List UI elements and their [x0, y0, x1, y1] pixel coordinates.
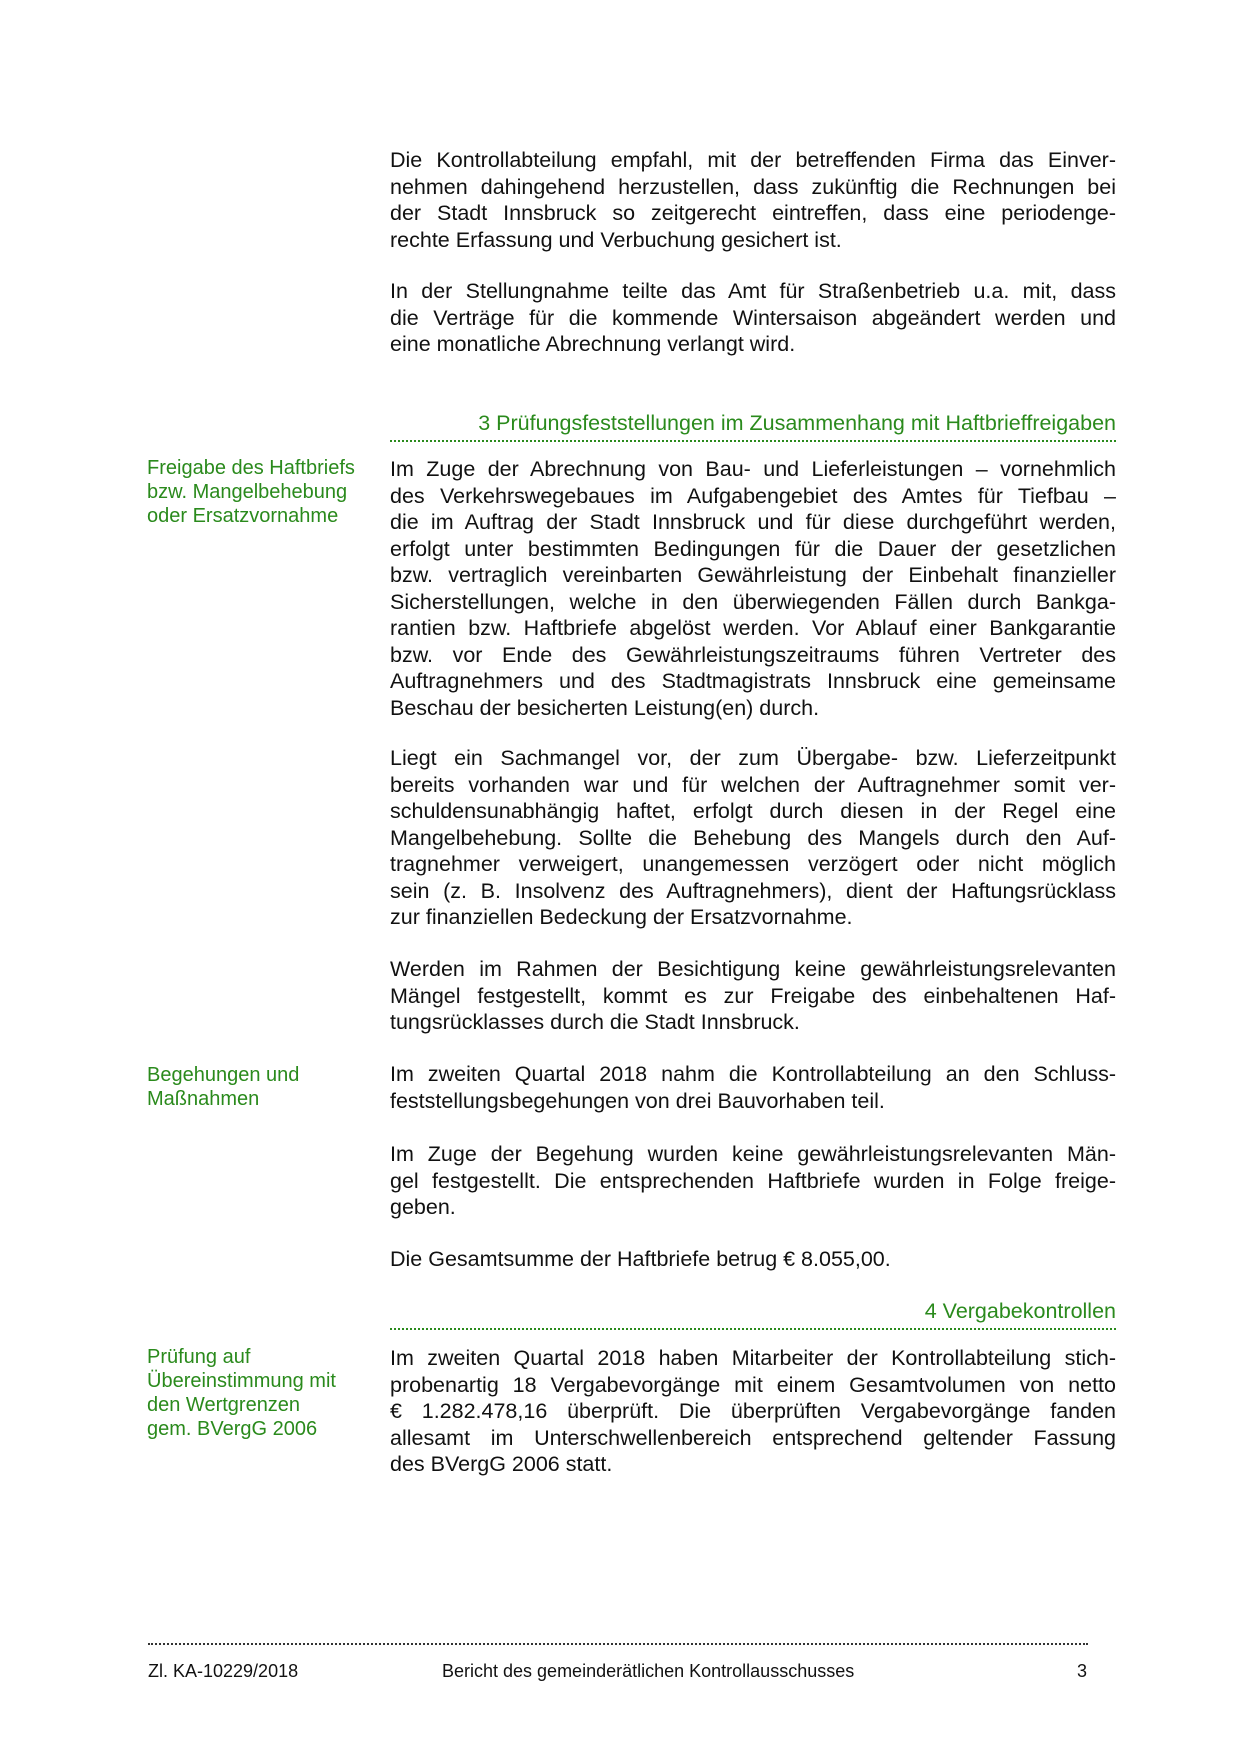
footer-title: Bericht des gemeinderätlichen Kontrollausschusses [442, 1661, 855, 1681]
text-line: Beschau der besicherten Leistung(en) durch. [390, 695, 820, 720]
text-line: Die Kontrollabteilung empfahl, mit der betreffenden Firma das Einver- [390, 148, 1116, 172]
text-line: erfolgt unter bestimmten Bedingungen für die Dauer der gesetzlichen [390, 536, 1116, 561]
text-line: bzw. vertraglich vereinbarten Gewährleistung der Einbehalt finanzieller [390, 563, 1116, 587]
paragraph-settlement [390, 456, 1116, 721]
text-line: Auftragnehmers und des Stadtmagistrats Innsbruck eine gemeinsame [390, 669, 1116, 693]
text-line: bereits vorhanden war und für welchen der Auftragnehmer somit ver- [390, 772, 1116, 797]
sidenote-thresholds [147, 1345, 377, 1441]
text-line: Im zweiten Quartal 2018 haben Mitarbeiter der Kontrollabteilung stich- [390, 1346, 1116, 1370]
paragraph-recommendation [390, 147, 1116, 253]
text-line: der Stadt Innsbruck so zeitgerecht eintreffen, dass eine periodenge- [390, 201, 1116, 225]
sidenote-line: Prüfung auf [147, 1346, 251, 1368]
text-line: feststellungsbegehungen von drei Bauvorhaben teil. [390, 1088, 885, 1113]
sidenote-line: bzw. Mangelbehebung [147, 481, 348, 503]
text-line: die Verträge für die kommende Wintersaison abgeändert werden und [390, 305, 1116, 330]
sidenote-line: Übereinstimmung mit [147, 1370, 336, 1392]
paragraph-defect [390, 745, 1116, 931]
text-line: bzw. vor Ende des Gewährleistungszeitraums führen Vertreter des [390, 642, 1116, 667]
sidenote-line: Begehungen und [147, 1064, 300, 1086]
text-line: Werden im Rahmen der Besichtigung keine gewährleistungsrelevanten [390, 957, 1116, 981]
text-line: die im Auftrag der Stadt Innsbruck und für diese durchgeführt werden, [390, 510, 1116, 534]
text-line: Liegt ein Sachmangel vor, der zum Übergabe- bzw. Lieferzeitpunkt [390, 746, 1116, 770]
paragraph-inspection-result [390, 1141, 1116, 1221]
text-line: eine monatliche Abrechnung verlangt wird. [390, 332, 796, 356]
sidenote-line: den Wertgrenzen [147, 1394, 301, 1416]
text-line: tungsrücklasses durch die Stadt Innsbruck. [390, 1010, 800, 1034]
footer-divider [148, 1643, 1088, 1645]
text-line: zur finanziellen Bedeckung der Ersatzvornahme. [390, 905, 853, 929]
text-line: tragnehmer verweigert, unangemessen verzögert oder nicht möglich [390, 852, 1116, 876]
text-line: sein (z. B. Insolvenz des Auftragnehmers), dient der Haftungsrücklass [390, 878, 1116, 903]
text-line: probenartig 18 Vergabevorgänge mit einem Gesamtvolumen von netto [390, 1372, 1116, 1397]
text-line: nehmen dahingehend herzustellen, dass zukünftig die Rechnungen bei [390, 174, 1116, 199]
page-number: 3 [1077, 1661, 1088, 1681]
text-line: Im zweiten Quartal 2018 nahm die Kontrollabteilung an den Schluss- [390, 1062, 1116, 1086]
text-line: Im Zuge der Abrechnung von Bau- und Lieferleistungen – vornehmlich [390, 457, 1116, 481]
paragraph-statement [390, 278, 1116, 358]
text-line: rechte Erfassung und Verbuchung gesichert ist. [390, 227, 842, 252]
sidenote-haftbrief-release [147, 456, 377, 528]
sidenote-line: Maßnahmen [147, 1088, 260, 1110]
text-line: Die Gesamtsumme der Haftbriefe betrug € 8.055,00. [390, 1247, 891, 1271]
text-line: gel festgestellt. Die entsprechenden Haftbriefe wurden in Folge freige- [390, 1168, 1116, 1193]
footer-reference: Zl. KA-10229/2018 [148, 1661, 299, 1681]
text-line: des BVergG 2006 statt. [390, 1452, 613, 1476]
paragraph-q2-inspections [390, 1061, 1116, 1114]
text-line: schuldensunabhängig haftet, erfolgt durch diesen in der Regel eine [390, 799, 1116, 823]
text-line: Mängel festgestellt, kommt es zur Freigabe des einbehaltenen Haf- [390, 983, 1116, 1008]
text-line: geben. [390, 1195, 456, 1219]
sidenote-line: gem. BVergG 2006 [147, 1418, 318, 1440]
text-line: allesamt im Unterschwellenbereich entsprechend geltender Fassung [390, 1425, 1116, 1450]
text-line: In der Stellungnahme teilte das Amt für Straßenbetrieb u.a. mit, dass [390, 279, 1116, 303]
text-line: € 1.282.478,16 überprüft. Die überprüften Vergabevorgänge fanden [390, 1399, 1116, 1423]
section-heading-4: 4 Vergabekontrollen [390, 1298, 1116, 1330]
paragraph-procurement [390, 1345, 1116, 1478]
text-line: Sicherstellungen, welche in den überwiegenden Fällen durch Bankga- [390, 589, 1116, 614]
paragraph-release [390, 956, 1116, 1036]
text-line: Mangelbehebung. Sollte die Behebung des Mangels durch den Auf- [390, 825, 1116, 850]
sidenote-line: oder Ersatzvornahme [147, 505, 339, 527]
sidenote-line: Freigabe des Haftbriefs [147, 457, 355, 479]
sidenote-inspections [147, 1063, 377, 1111]
section-heading-3: 3 Prüfungsfeststellungen im Zusammenhang mit Haftbrieffreigaben [390, 410, 1116, 442]
text-line: rantien bzw. Haftbriefe abgelöst werden. Vor Ablauf einer Bankgarantie [390, 616, 1116, 640]
text-line: des Verkehrswegebaues im Aufgabengebiet des Amtes für Tiefbau – [390, 483, 1116, 508]
paragraph-total [390, 1246, 1116, 1273]
text-line: Im Zuge der Begehung wurden keine gewährleistungsrelevanten Män- [390, 1142, 1116, 1166]
